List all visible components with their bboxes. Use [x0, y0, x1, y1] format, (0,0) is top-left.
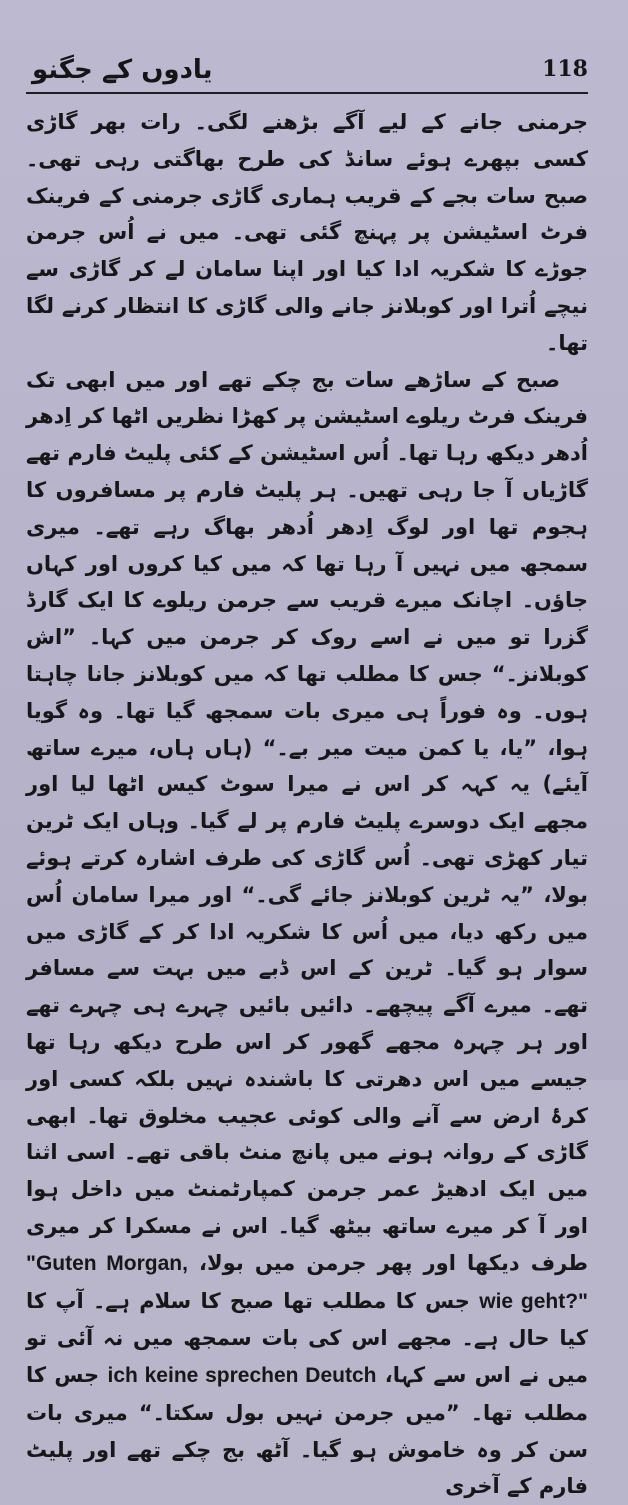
german-greeting: "Guten Morgan, wie geht?": [26, 1251, 589, 1313]
header-divider: [26, 92, 588, 94]
paragraph-1: جرمنی جانے کے لیے آگے بڑھنے لگی۔ رات بھر گاڑی کسی بپھرے ہوئے سانڈ کی طرح بھاگتی رہی تھی۔ صبح سات بجے کے قریب ہماری گاڑی جرمنی کے فرینک فرٹ اسٹیشن پر پہنچ گئی تھی۔ میں نے اُس جرمن جوڑے کا شکریہ ادا کیا اور اپنا سامان لے کر گاڑی سے نیچے اُترا اور کوبلانز جانے والی گاڑی کا انتظار کرنے لگا تھا۔: [26, 110, 588, 355]
german-reply: ich keine sprechen Deutch: [107, 1364, 377, 1388]
paragraph-2-text-a: صبح کے ساڑھے سات بج چکے تھے اور میں ابھی تک فرینک فرٹ ریلوے اسٹیشن پر کھڑا نظریں اٹھا کر اِدھر اُدھر دیکھ رہا تھا۔ اُس اسٹیشن کے کئی پلیٹ فارم تھے گاڑیاں آ جا رہی تھیں۔ ہر پلیٹ فارم پر مسافروں کا ہجوم تھا اور لوگ اِدھر اُدھر بھاگ رہے تھے۔ میری سمجھ میں نہیں آ رہا تھا کہ میں کیا کروں اور کہاں جاؤں۔ اچانک میرے قریب سے جرمن ریلوے کا ایک گارڈ گزرا تو میں نے اسے روک کر جرمن میں کہا۔ ”اش کوبلانز۔“ جس کا مطلب تھا کہ میں کوبلانز جانا چاہتا ہوں۔ وہ فوراً ہی میری بات سمجھ گیا تھا۔ وہ گویا ہوا، ”یا، یا کمن میت میر بے۔“ (ہاں ہاں، میرے ساتھ آیئے) یہ کہہ کر اس نے میرا سوٹ کیس اٹھا لیا اور مجھے ایک دوسرے پلیٹ فارم پر لے گیا۔ وہاں ایک ٹرین تیار کھڑی تھی۔ اُس گاڑی کی طرف اشارہ کرتے ہوئے بولا، ”یہ ٹرین کوبلانز جائے گی۔“ اور میرا سامان اُس میں رکھ دیا، میں اُس کا شکریہ ادا کر کے گاڑی میں سوار ہو گیا۔ ٹرین کے اس ڈبے میں بہت سے مسافر تھے۔ میرے آگے پیچھے۔ دائیں بائیں چہرے ہی چہرے تھے اور ہر چہرہ مجھے گھور کر اس طرح دیکھ رہا تھا جیسے میں اس دھرتی کا باشندہ نہیں بلکہ کسی اور کرۂ ارض سے آنے والی کوئی عجیب مخلوق تھا۔ ابھی گاڑی کے روانہ ہونے میں پانچ منٹ باقی تھے۔ اسی اثنا میں ایک ادھیڑ عمر جرمن کمپارٹمنٹ میں داخل ہوا اور آ کر میرے ساتھ بیٹھ گیا۔ اس نے مسکرا کر میری طرف دیکھا اور پھر جرمن میں بولا،: [26, 367, 588, 1275]
page-body: [26, 104, 588, 1505]
paragraph-2-text-b: جس کا مطلب تھا صبح کا سلام ہے۔ آپ کا کیا حال ہے۔ مجھے اس کی بات سمجھ میں نہ آئی تو میں نے اس سے کہا،: [26, 1288, 589, 1388]
page-header: [26, 52, 588, 94]
book-title: یادوں کے جگنو: [32, 55, 213, 85]
paragraph-2-text-c: جس کا مطلب تھا۔ ”میں جرمن نہیں بول سکتا۔“ میری بات سن کر وہ خاموش ہو گیا۔ آٹھ بج چکے تھے اور پلیٹ فارم کے آخری: [26, 1363, 588, 1499]
page-number: 118: [542, 56, 588, 82]
paragraph-2: [26, 362, 588, 1505]
